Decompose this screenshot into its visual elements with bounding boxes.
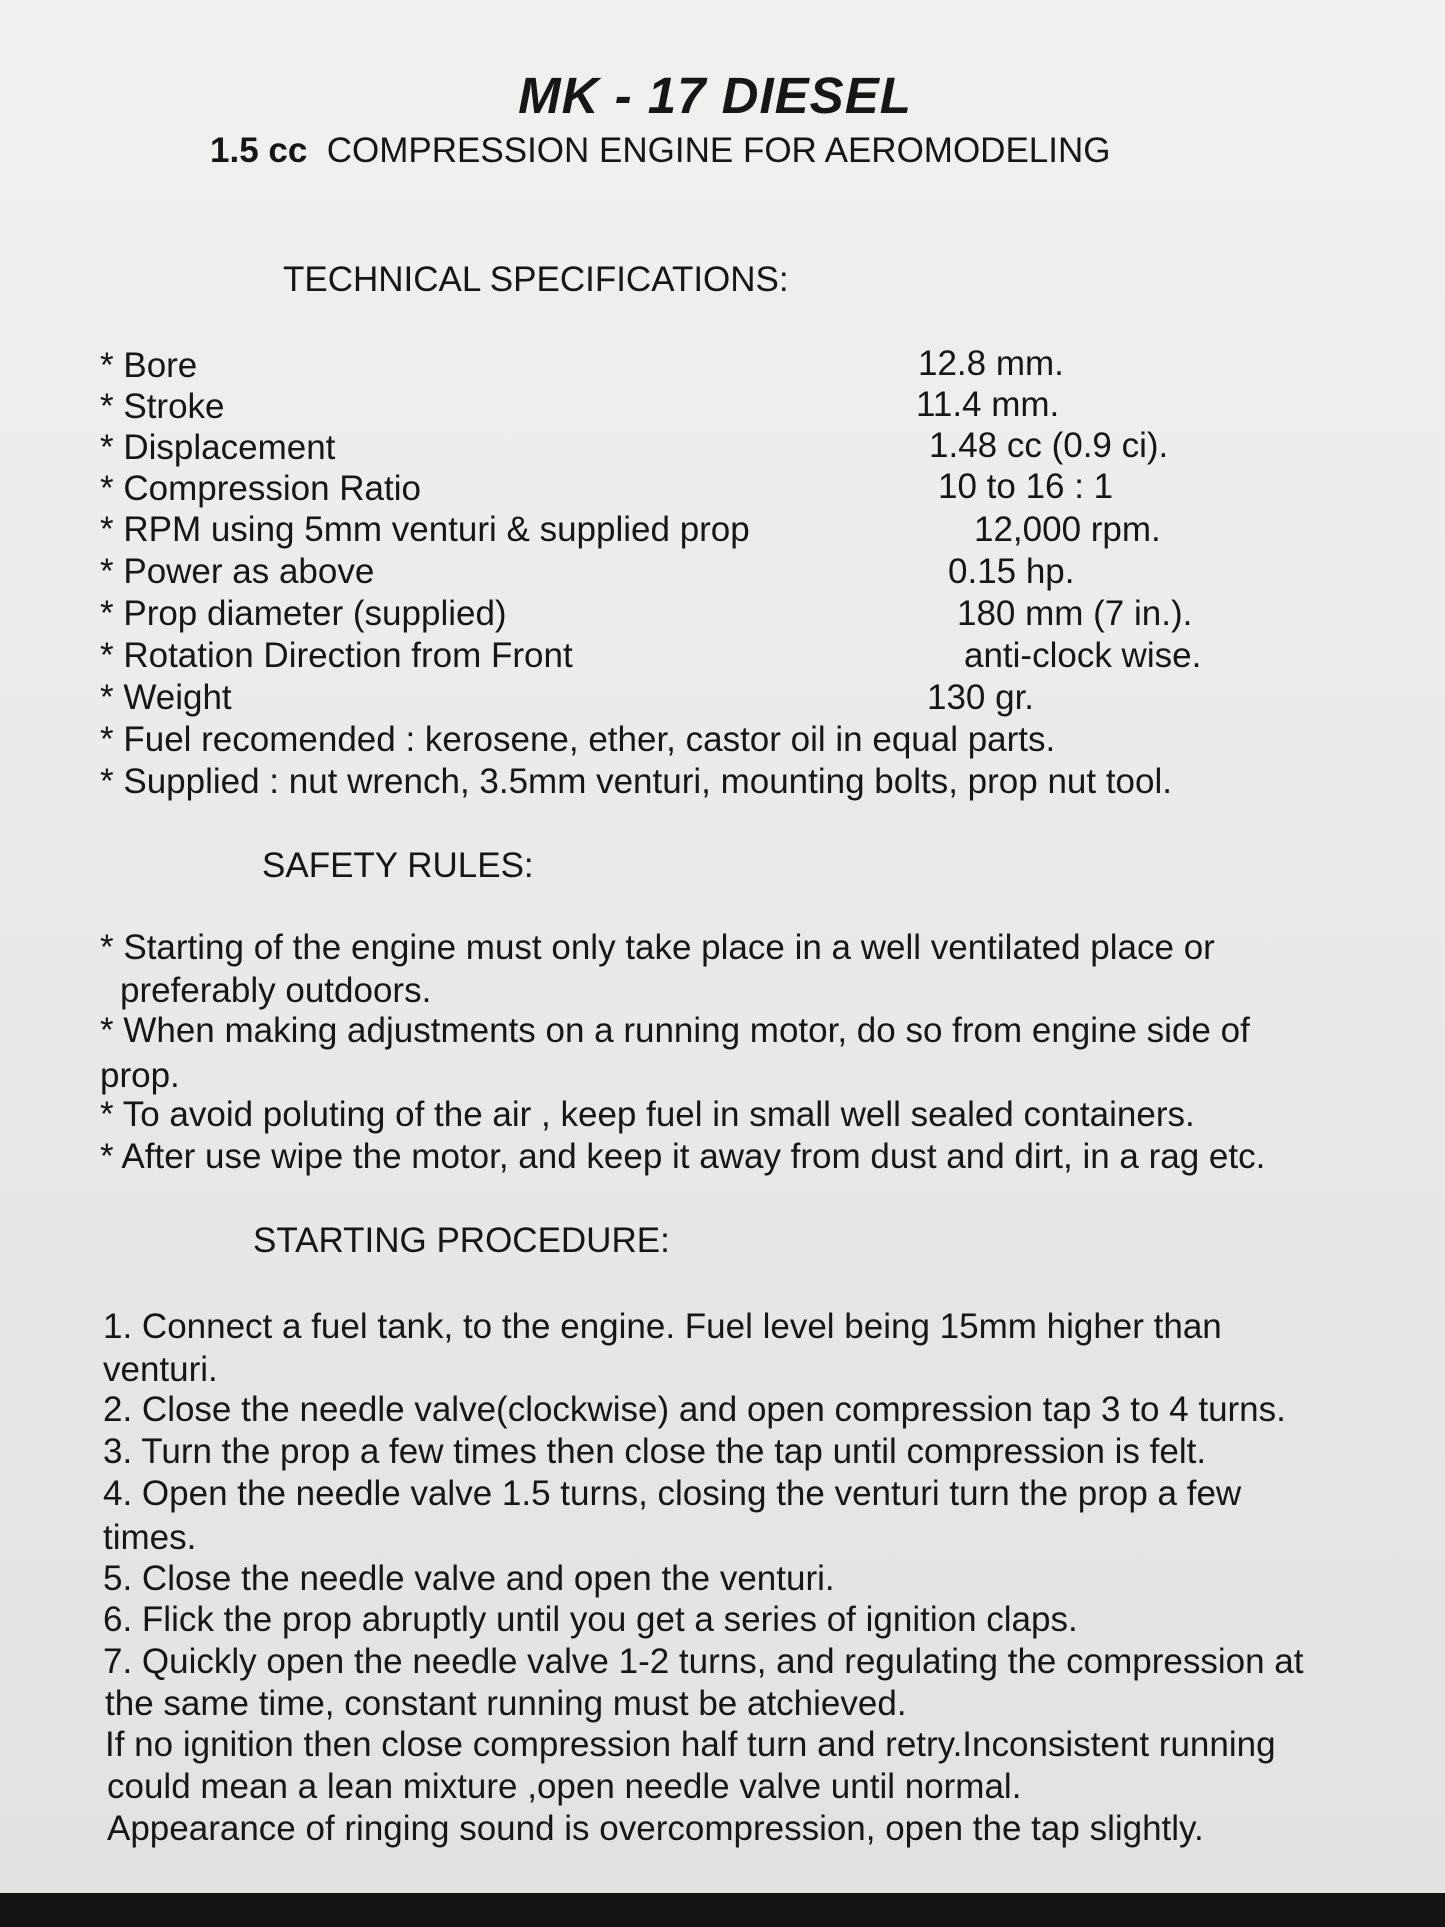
- procedure-line: 3. Turn the prop a few times then close the tap until compression is felt.: [103, 1432, 1207, 1471]
- safety-line: * When making adjustments on a running motor, do so from engine side of: [100, 1011, 1250, 1050]
- spec-value-power: 0.15 hp.: [948, 552, 1075, 591]
- spec-label-rpm: * RPM using 5mm venturi & supplied prop: [100, 510, 750, 549]
- safety-heading: SAFETY RULES:: [262, 846, 534, 885]
- spec-value-displacement: 1.48 cc (0.9 ci).: [929, 426, 1169, 465]
- spec-supplied: * Supplied : nut wrench, 3.5mm venturi, mounting bolts, prop nut tool.: [100, 762, 1172, 801]
- spec-label-rotation: * Rotation Direction from Front: [100, 636, 573, 675]
- spec-value-rotation: anti-clock wise.: [964, 636, 1202, 675]
- procedure-line: could mean a lean mixture ,open needle valve until normal.: [107, 1767, 1022, 1806]
- subtitle-cc: 1.5 cc: [210, 131, 308, 170]
- specs-heading: TECHNICAL SPECIFICATIONS:: [283, 260, 789, 299]
- procedure-line: 5. Close the needle valve and open the venturi.: [103, 1559, 835, 1598]
- procedure-line: 4. Open the needle valve 1.5 turns, closing the venturi turn the prop a few: [103, 1474, 1242, 1513]
- spec-label-prop-diameter: * Prop diameter (supplied): [100, 594, 507, 633]
- spec-value-compression-ratio: 10 to 16 : 1: [938, 467, 1114, 506]
- spec-value-weight: 130 gr.: [927, 678, 1035, 717]
- starting-heading: STARTING PROCEDURE:: [253, 1221, 670, 1260]
- spec-label-displacement: * Displacement: [100, 428, 336, 467]
- spec-label-weight: * Weight: [100, 678, 232, 717]
- spec-label-compression-ratio: * Compression Ratio: [100, 469, 421, 508]
- document-title: MK - 17 DIESEL: [518, 67, 912, 124]
- procedure-line: the same time, constant running must be atchieved.: [105, 1684, 907, 1723]
- page-bottom-edge: [0, 1893, 1445, 1927]
- safety-line: * Starting of the engine must only take place in a well ventilated place or: [100, 928, 1215, 967]
- spec-label-power: * Power as above: [100, 552, 375, 591]
- procedure-line: 2. Close the needle valve(clockwise) and open compression tap 3 to 4 turns.: [103, 1390, 1286, 1429]
- spec-value-prop-diameter: 180 mm (7 in.).: [957, 594, 1193, 633]
- safety-line: prop.: [100, 1056, 180, 1095]
- spec-label-stroke: * Stroke: [100, 387, 225, 426]
- document-subtitle: [210, 133, 1111, 168]
- procedure-line: 1. Connect a fuel tank, to the engine. Fuel level being 15mm higher than: [103, 1307, 1222, 1346]
- spec-value-rpm: 12,000 rpm.: [974, 510, 1161, 549]
- subtitle-text: COMPRESSION ENGINE FOR AEROMODELING: [326, 131, 1111, 170]
- spec-value-stroke: 11.4 mm.: [916, 385, 1060, 424]
- spec-value-bore: 12.8 mm.: [918, 344, 1064, 383]
- safety-line: preferably outdoors.: [120, 971, 432, 1010]
- spec-fuel: * Fuel recomended : kerosene, ether, castor oil in equal parts.: [100, 720, 1056, 759]
- safety-line: * To avoid poluting of the air , keep fuel in small well sealed containers.: [100, 1095, 1195, 1134]
- procedure-line: 6. Flick the prop abruptly until you get a series of ignition claps.: [103, 1600, 1078, 1639]
- procedure-line: times.: [103, 1518, 197, 1557]
- spec-label-bore: * Bore: [100, 346, 198, 385]
- procedure-line: venturi.: [103, 1350, 218, 1389]
- procedure-line: 7. Quickly open the needle valve 1-2 turns, and regulating the compression at: [103, 1642, 1304, 1681]
- procedure-line: Appearance of ringing sound is overcompression, open the tap slightly.: [107, 1809, 1204, 1848]
- procedure-line: If no ignition then close compression half turn and retry.Inconsistent running: [105, 1725, 1276, 1764]
- safety-line: * After use wipe the motor, and keep it away from dust and dirt, in a rag etc.: [100, 1137, 1266, 1176]
